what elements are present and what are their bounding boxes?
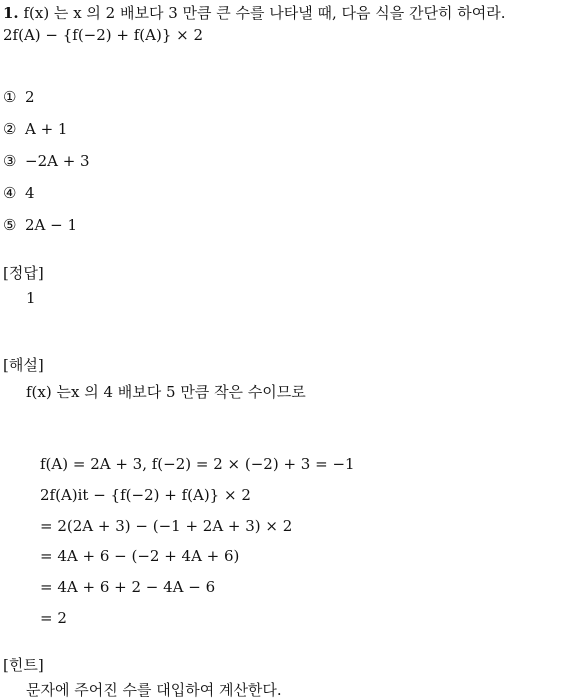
question-number: 1. [3,4,19,22]
choice-text: 2 [25,88,35,106]
question-line [3,2,506,23]
hint-text: 문자에 주어진 수를 대입하여 계산한다. [26,681,282,699]
choice-text: 2A − 1 [25,216,78,234]
answer-label: [정답] [3,264,44,282]
question-expression: 2f(A) − {f(−2) + f(A)} × 2 [3,26,204,44]
explanation-line: = 2(2A + 3) − (−1 + 2A + 3) × 2 [40,517,293,535]
choice-marker: ③ [3,152,17,170]
answer-value: 1 [26,289,36,307]
explanation-line: 2f(A)it − {f(−2) + f(A)} × 2 [40,486,251,504]
explanation-line: = 4A + 6 + 2 − 4A − 6 [40,578,216,596]
choice-4[interactable] [3,184,35,202]
explanation-intro: f(x) 는x 의 4 배보다 5 만큼 작은 수이므로 [26,383,306,401]
explanation-label: [해설] [3,356,44,374]
choice-marker: ② [3,120,17,138]
question-text: f(x) 는 x 의 2 배보다 3 만큼 큰 수를 나타낼 때, 다음 식을 간단히 하여라. [23,4,506,22]
choice-text: A + 1 [25,120,68,138]
choice-2[interactable] [3,120,67,138]
explanation-line: = 4A + 6 − (−2 + 4A + 6) [40,547,240,565]
choice-5[interactable] [3,216,77,234]
choice-1[interactable] [3,88,35,106]
hint-label: [힌트] [3,656,44,674]
choice-marker: ④ [3,184,17,202]
explanation-line: = 2 [40,609,67,627]
choice-text: −2A + 3 [25,152,90,170]
choice-marker: ⑤ [3,216,17,234]
choice-3[interactable] [3,152,90,170]
choice-marker: ① [3,88,17,106]
choice-text: 4 [25,184,35,202]
explanation-line: f(A) = 2A + 3, f(−2) = 2 × (−2) + 3 = −1 [40,455,355,473]
